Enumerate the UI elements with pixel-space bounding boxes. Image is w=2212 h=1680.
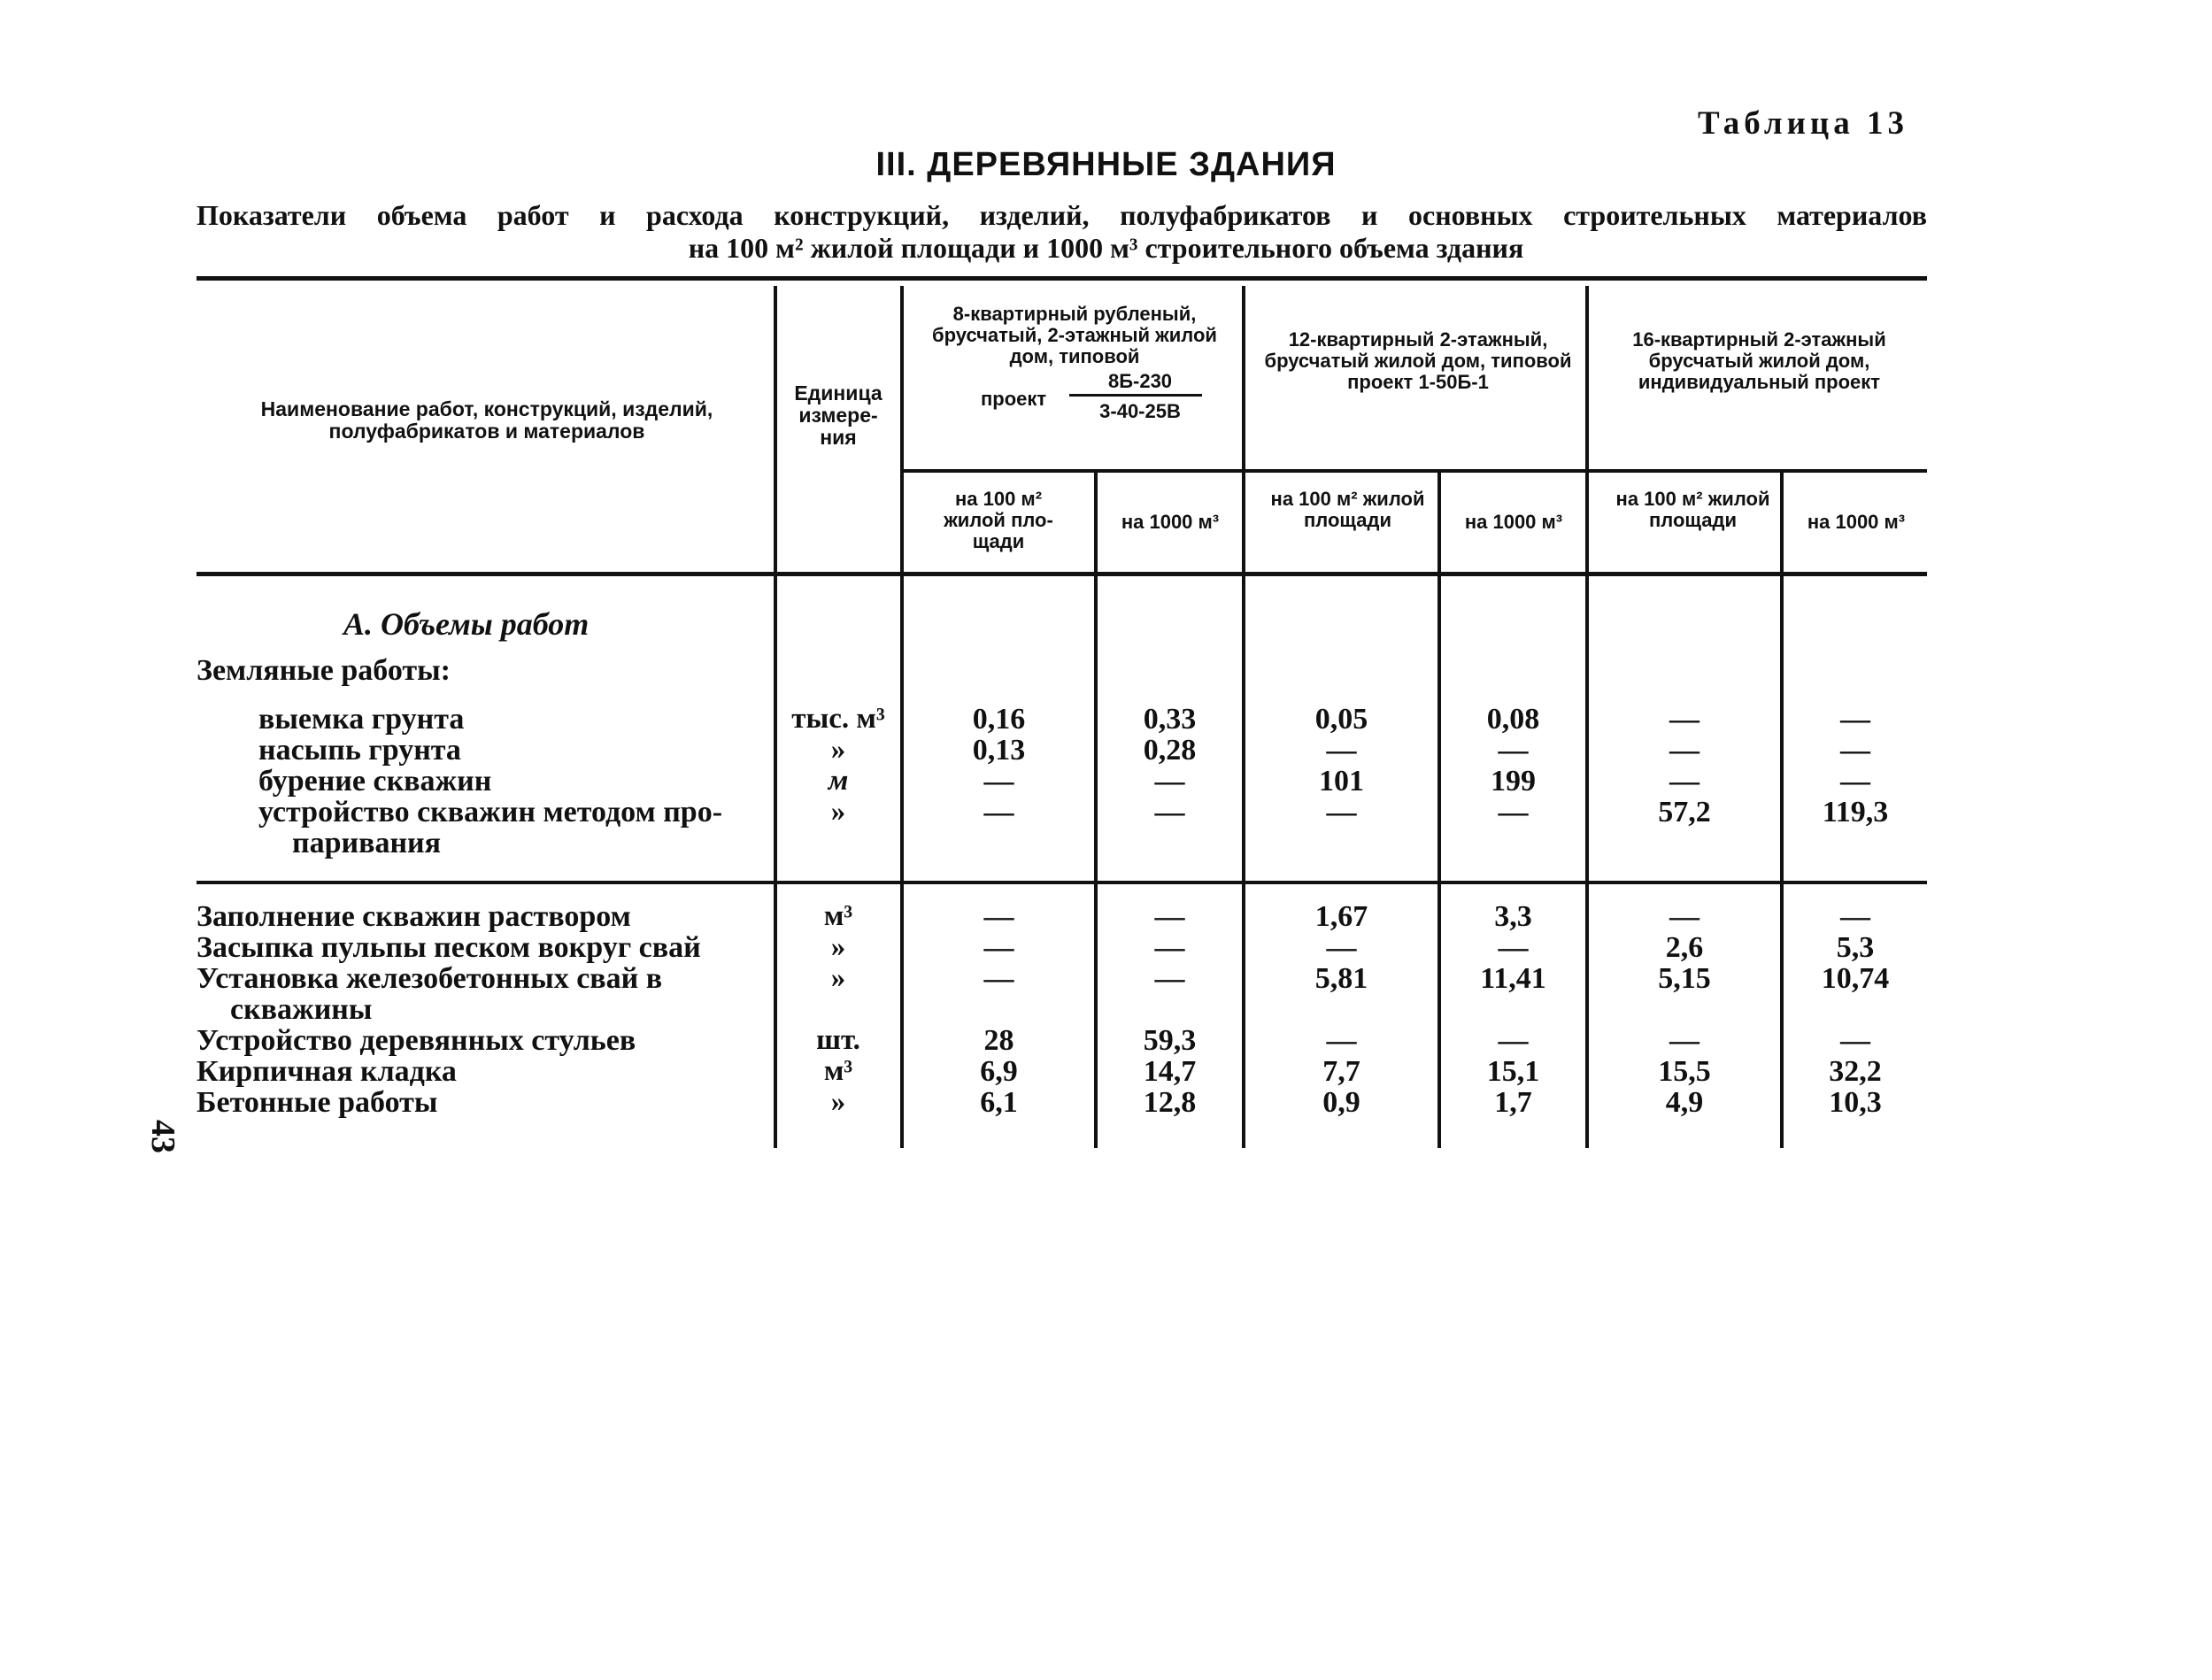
- row-cell: 101: [1319, 765, 1364, 798]
- row-cell: 0,16: [972, 703, 1026, 736]
- row-label: Кирпичная кладка: [197, 1055, 457, 1088]
- page-number: 43: [144, 1120, 181, 1153]
- row-unit: »: [830, 962, 846, 994]
- subheader-g2-area: на 100 м² жилой площади: [1270, 488, 1425, 531]
- table-label: Таблица 13: [1698, 105, 1908, 142]
- row-cell: 0,28: [1143, 734, 1197, 767]
- subheader-g1-area: на 100 м² жилой пло-щади: [944, 488, 1053, 552]
- row-cell: —: [1326, 1024, 1357, 1057]
- row-cell: —: [983, 962, 1014, 995]
- row-cell: 6,9: [980, 1055, 1018, 1088]
- subtitle-line-1: Показатели объема работ и расхода конструкций, изделий, полуфабрикатов и основных строительных материалов: [197, 199, 1927, 231]
- row-cell: 57,2: [1658, 796, 1711, 828]
- row-cell: 10,3: [1829, 1086, 1882, 1119]
- subtitle-line-2: на 100 м² жилой площади и 1000 м³ строительного объема здания: [688, 232, 1524, 264]
- row-cell: —: [1326, 796, 1357, 828]
- header-group-3: 16-квартирный 2-этажный брусчатый жилой дом, индивидуальный проект: [1632, 328, 1886, 393]
- row-cell: —: [1498, 734, 1529, 767]
- header-group-2: 12-квартирный 2-этажный, брусчатый жилой дом, типовой проект 1-50Б-1: [1264, 328, 1572, 393]
- row-cell: 3,3: [1494, 900, 1532, 933]
- earthworks-title: Земляные работы:: [197, 654, 451, 687]
- row-cell: 14,7: [1143, 1055, 1197, 1088]
- header-name-col: Наименование работ, конструкций, изделий, полуфабрикатов и материалов: [260, 397, 713, 443]
- section-a-title: А. Объемы работ: [343, 606, 590, 642]
- section-divider-rule: [197, 881, 1927, 884]
- row-cell: —: [983, 900, 1014, 933]
- group1-project-den: 3-40-25В: [1099, 400, 1181, 422]
- row-label: Засыпка пульпы песком вокруг свай: [197, 931, 701, 964]
- row-cell: 10,74: [1821, 962, 1890, 995]
- row-cell: —: [1669, 734, 1699, 767]
- row-cell: 59,3: [1143, 1024, 1197, 1057]
- row-cell: 32,2: [1829, 1055, 1882, 1088]
- row-cell: —: [1498, 931, 1529, 964]
- vline-name-unit: [774, 286, 777, 1148]
- header-group-1: 8-квартирный рубленый, брусчатый, 2-этажный жилой дом, типовой проект 8Б-230 3-40-25В: [932, 303, 1217, 422]
- row-cell: 11,41: [1480, 962, 1546, 995]
- row-cell: 0,9: [1322, 1086, 1360, 1119]
- group-sub-rule: [900, 469, 1927, 473]
- row-cell: 15,5: [1658, 1055, 1711, 1088]
- row-label: Заполнение скважин раствором: [197, 900, 631, 933]
- row-cell: 28: [983, 1024, 1014, 1057]
- row-label: насыпь грунта: [258, 734, 461, 767]
- row-cell: —: [1498, 1024, 1529, 1057]
- subheader-g1-volume: на 1000 м³: [1121, 511, 1220, 533]
- row-cell: —: [1669, 703, 1699, 736]
- row-cell: 0,13: [972, 734, 1026, 767]
- row-cell: —: [1669, 1024, 1699, 1057]
- row-cell: 15,1: [1486, 1055, 1540, 1088]
- row-cell: —: [1669, 900, 1699, 933]
- row-cell: —: [1669, 765, 1699, 798]
- row-unit: »: [830, 1086, 846, 1118]
- row-label: Установка железобетонных свай в: [197, 962, 663, 995]
- row-cell: —: [1840, 765, 1870, 798]
- row-cell: 119,3: [1822, 796, 1889, 828]
- row-unit: »: [830, 931, 846, 963]
- group1-project-word: проект: [981, 388, 1047, 410]
- row-cell: —: [1154, 900, 1185, 933]
- row-label-cont: скважины: [230, 993, 373, 1026]
- row-cell: —: [1840, 703, 1870, 736]
- row-label: выемка грунта: [258, 703, 465, 736]
- row-cell: 4,9: [1665, 1086, 1704, 1119]
- row-cell: —: [1840, 1024, 1870, 1057]
- row-cell: —: [1498, 796, 1529, 828]
- row-cell: —: [1840, 734, 1870, 767]
- row-label: Бетонные работы: [197, 1086, 438, 1119]
- row-cell: —: [1154, 765, 1185, 798]
- row-cell: —: [1326, 734, 1357, 767]
- subheader-g3-area: на 100 м² жилой площади: [1615, 488, 1770, 531]
- row-cell: 7,7: [1322, 1055, 1360, 1088]
- row-cell: 199: [1491, 765, 1536, 798]
- row-unit: шт.: [816, 1024, 860, 1056]
- row-cell: —: [1840, 900, 1870, 933]
- section-title: III. ДЕРЕВЯННЫЕ ЗДАНИЯ: [875, 146, 1337, 183]
- row-label: устройство скважин методом про-: [258, 796, 723, 828]
- row-label: Устройство деревянных стульев: [197, 1024, 636, 1057]
- row-cell: 5,15: [1658, 962, 1711, 995]
- row-cell: 0,33: [1143, 703, 1197, 736]
- group1-project-num: 8Б-230: [1107, 370, 1173, 392]
- row-cell: 5,81: [1314, 962, 1368, 995]
- row-cell: 2,6: [1665, 931, 1704, 964]
- row-unit: м³: [823, 1055, 853, 1087]
- header-bottom-rule: [197, 572, 1927, 576]
- row-cell: —: [1154, 931, 1185, 964]
- row-unit: »: [830, 734, 846, 766]
- row-cell: —: [1326, 931, 1357, 964]
- row-label: бурение скважин: [258, 765, 492, 798]
- row-unit: тыс. м³: [791, 703, 885, 735]
- row-unit: м³: [823, 900, 853, 932]
- row-cell: 0,05: [1314, 703, 1368, 736]
- table-top-rule: [197, 276, 1927, 281]
- row-cell: —: [1154, 962, 1185, 995]
- row-cell: —: [983, 931, 1014, 964]
- row-cell: 5,3: [1836, 931, 1875, 964]
- subheader-g3-volume: на 1000 м³: [1807, 511, 1906, 533]
- row-cell: —: [1154, 796, 1185, 828]
- row-cell: 12,8: [1143, 1086, 1197, 1119]
- row-cell: 0,08: [1486, 703, 1540, 736]
- header-unit-col: Единица измере-ния: [794, 381, 882, 449]
- row-label-cont: паривания: [292, 827, 442, 859]
- row-cell: 1,67: [1314, 900, 1368, 933]
- row-unit: »: [830, 796, 846, 828]
- row-cell: 6,1: [980, 1086, 1018, 1119]
- row-unit: м: [828, 765, 849, 797]
- row-cell: —: [983, 796, 1014, 828]
- row-cell: —: [983, 765, 1014, 798]
- subheader-g2-volume: на 1000 м³: [1464, 511, 1563, 533]
- row-cell: 1,7: [1494, 1086, 1532, 1119]
